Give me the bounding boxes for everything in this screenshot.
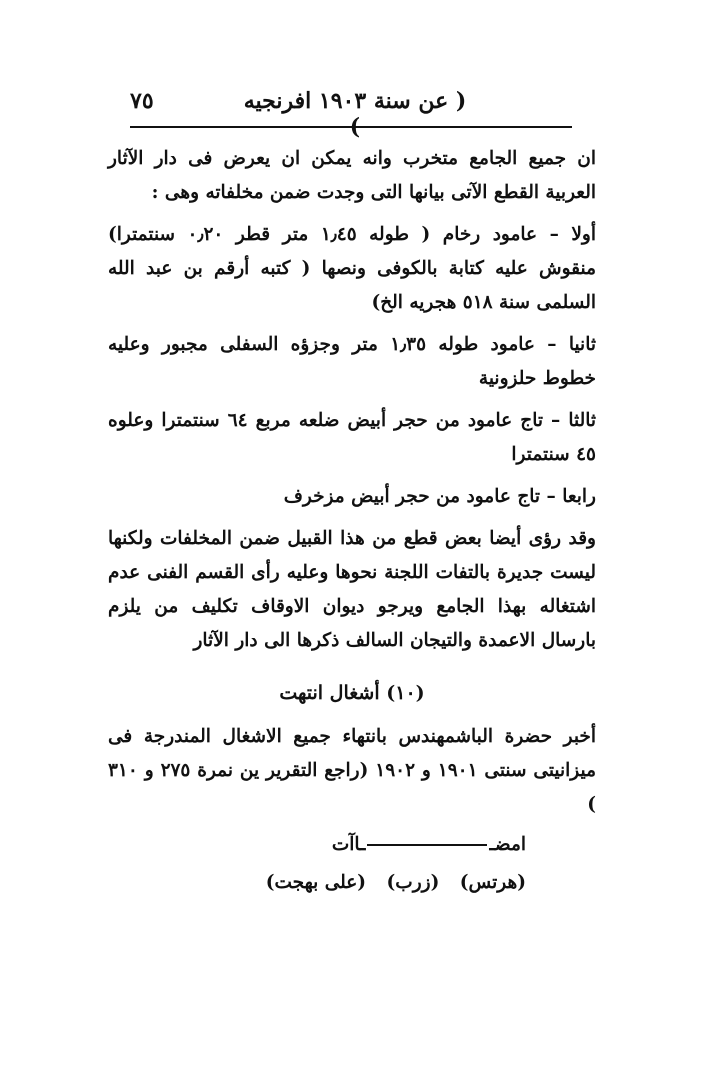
header-rule xyxy=(130,126,572,128)
section-heading: (١٠) أشغال انتهت xyxy=(279,682,425,704)
item-text: تاج عامود من حجر أبيض مزخرف xyxy=(283,486,541,507)
list-item xyxy=(108,218,596,320)
list-item xyxy=(108,480,596,514)
list-item xyxy=(108,328,596,396)
list-item xyxy=(108,404,596,472)
intro-paragraph: ان جميع الجامع متخرب وانه يمكن ان يعرض فى دار الآثار العربية القطع الآتى بيانها التى وجدت ضمن مخلفاته وهى : xyxy=(108,148,596,203)
signatory-name: (على بهجت) xyxy=(265,872,367,893)
signatures-label-start: امضـ xyxy=(489,834,526,855)
signatory-name: (زرب) xyxy=(386,872,440,893)
item-label: ثانيا – xyxy=(547,334,596,355)
body-text xyxy=(108,142,596,900)
closing-paragraph: وقد رؤى أيضا بعض قطع من هذا القبيل ضمن المخلفات ولكنها ليست جديرة بالتفات اللجنة نحوها وعليه رأى القسم الفنى عدم اشتغاله بهذا الجامع ويرجو ديوان الاوقاف تكليف من يلزم بارسال الاعمدة والتيجان السالف ذكرها الى دار الآثار xyxy=(108,528,596,651)
page-header xyxy=(130,88,570,140)
section-paragraph: أخبر حضرة الباشمهندس بانتهاء جميع الاشغال المندرجة فى ميزانيتى سنتى ١٩٠١ و ١٩٠٢ (راجع التقرير ين نمرة ٢٧٥ و ٣١٠ ) xyxy=(108,726,596,815)
signatures-label xyxy=(108,828,596,862)
running-title: ( عن سنة ١٩٠٣ افرنجيه ) xyxy=(243,88,467,140)
item-text: عامود رخام ( طوله ١٫٤٥ متر قطر ٠٫٢٠ سنتمترا) منقوش عليه كتابة بالكوفى ونصها ( كتبه أرقم بن عبد الله السلمى سنة ٥١٨ هجريه الخ) xyxy=(108,224,596,313)
signature-dash xyxy=(367,844,487,846)
item-label: أولا – xyxy=(549,224,596,245)
signatories xyxy=(108,866,596,900)
item-label: ثالثا – xyxy=(551,410,596,431)
signatory-name: (هرتس) xyxy=(459,872,526,893)
signatures-label-end: ـاآت xyxy=(331,834,366,855)
item-text: تاج عامود من حجر أبيض ضلعه مربع ٦٤ سنتمترا وعلوه ٤٥ سنتمترا xyxy=(108,410,596,465)
item-text: عامود طوله ١٫٣٥ متر وجزؤه السفلى مجبور وعليه خطوط حلزونية xyxy=(108,334,596,389)
item-label: رابعا – xyxy=(546,486,596,507)
page-number: ٧٥ xyxy=(130,88,154,114)
